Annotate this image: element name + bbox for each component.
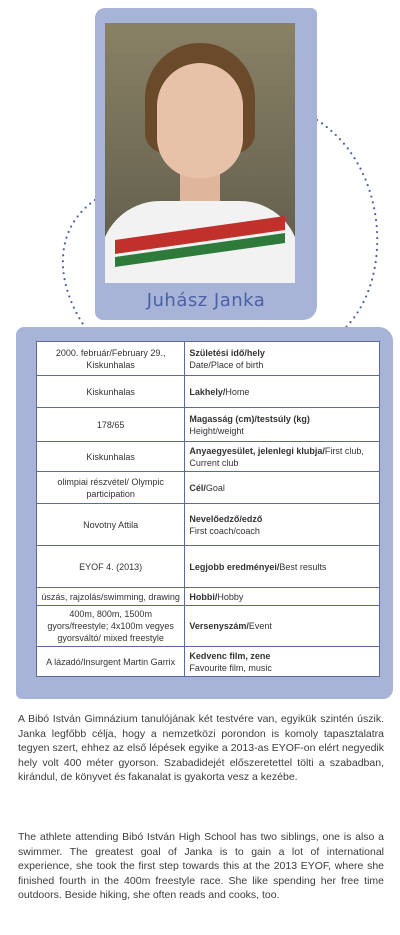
row-label-hungarian: Magasság (cm)/testsúly (kg) — [189, 413, 310, 424]
row-label-hungarian: Lakhely/ — [189, 386, 226, 397]
table-row — [37, 504, 380, 546]
english-paragraph: The athlete attending Bibó István High School has two siblings, one is also a swimmer. The greatest goal of Janka is to gain a lot of international experience, she took the first step towards this at the 2013 EYOF, where she finished fourth in the 400m freestyle race. She like spending her free time outdoors. Beside hiking, she often reads and cooks, too. — [18, 831, 384, 901]
row-label-hungarian: Nevelőedző/edző — [189, 513, 263, 524]
row-label-hungarian: Születési idő/hely — [189, 347, 265, 358]
row-label — [185, 588, 380, 606]
row-label — [185, 546, 380, 588]
row-value: 400m, 800m, 1500m gyors/freestyle; 4x100m vegyes gyorsváltó/ mixed freestyle — [37, 606, 185, 647]
row-label — [185, 408, 380, 442]
row-label-hungarian: Kedvenc film, zene — [189, 650, 271, 661]
row-label — [185, 342, 380, 376]
athlete-photo — [105, 23, 295, 283]
table-row — [37, 546, 380, 588]
row-label-english: Height/weight — [189, 425, 244, 436]
athlete-name: Juhász Janka — [146, 290, 266, 311]
table-row — [37, 606, 380, 647]
row-value: Kiskunhalas — [37, 376, 185, 408]
row-value: Kiskunhalas — [37, 442, 185, 472]
row-value: Novotny Attila — [37, 504, 185, 546]
row-label-hungarian: Anyaegyesület, jelenlegi klubja/ — [189, 445, 325, 456]
table-row — [37, 472, 380, 504]
row-label — [185, 504, 380, 546]
row-label-english: Home — [225, 386, 250, 397]
row-value: A lázadó/Insurgent Martin Garrix — [37, 647, 185, 677]
row-value: olimpiai részvétel/ Olympic participation — [37, 472, 185, 504]
row-label — [185, 472, 380, 504]
row-label-hungarian: Versenyszám/ — [189, 621, 249, 631]
row-label — [185, 442, 380, 472]
table-row — [37, 588, 380, 606]
table-row — [37, 647, 380, 677]
table-row — [37, 408, 380, 442]
row-label — [185, 647, 380, 677]
row-label-english: Goal — [205, 482, 225, 493]
row-value: úszás, rajzolás/swimming, drawing — [37, 588, 185, 606]
table-row — [37, 376, 380, 408]
row-label-english: First club, Current club — [189, 445, 364, 468]
row-label-english: Best results — [279, 561, 327, 572]
row-label-english: Date/Place of birth — [189, 359, 264, 370]
row-value: 2000. február/February 29., Kiskunhalas — [37, 342, 185, 376]
row-label — [185, 376, 380, 408]
row-value: 178/65 — [37, 408, 185, 442]
row-label-english: Event — [248, 621, 272, 631]
row-label-english: Hobby — [217, 591, 244, 602]
hungarian-paragraph: A Bibó István Gimnázium tanulójának két testvére van, egyikük szintén úszik. Janka legfőbb célja, hogy a nemzetközi porondon is komoly tapasztalatra tegyen szert, ehhez az első lépések egyike a 2013-as EYOF-on elért negyedik hely volt 400 méter gyorson. Szabadidejét előszeretettel tölti a szabadban, kirándul, de könyvet és fakanalat is gyakorta vesz a kezébe. — [18, 713, 384, 783]
table-row — [37, 342, 380, 376]
row-label-hungarian: Legjobb eredményei/ — [189, 561, 280, 572]
info-table — [36, 341, 380, 677]
row-label-hungarian: Hobbi/ — [189, 591, 218, 602]
row-label-hungarian: Cél/ — [189, 482, 206, 493]
row-label-english: First coach/coach — [189, 525, 260, 536]
row-label-english: Favourite film, music — [189, 662, 272, 673]
row-value: EYOF 4. (2013) — [37, 546, 185, 588]
row-label — [185, 606, 380, 647]
table-row — [37, 442, 380, 472]
